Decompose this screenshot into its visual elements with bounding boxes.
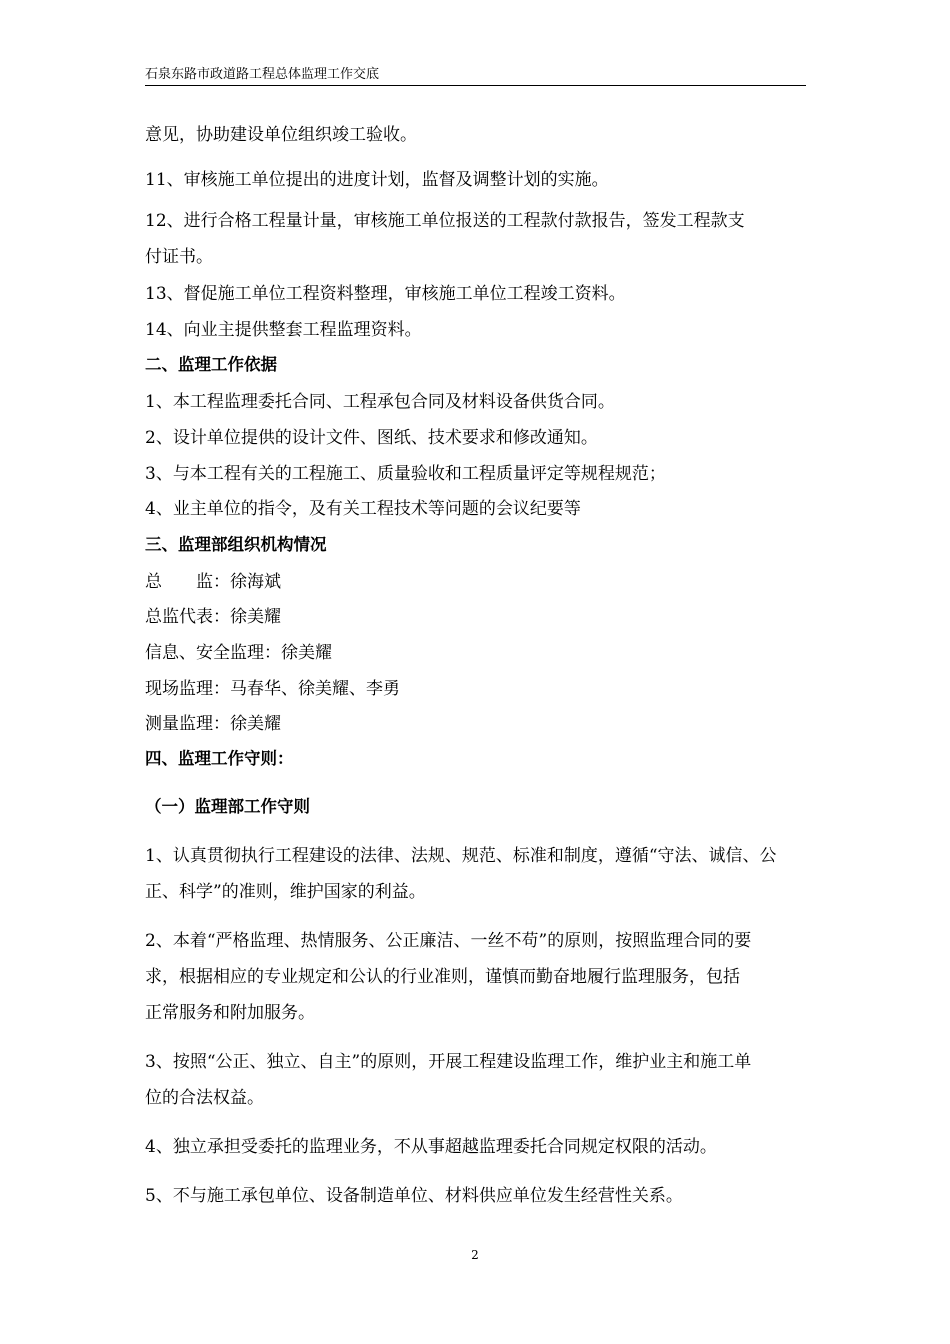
basis-item-2: 2、设计单位提供的设计文件、图纸、技术要求和修改通知。 (145, 428, 598, 448)
section-heading-rules: 四、监理工作守则： (145, 749, 294, 768)
rule-2-line-3: 正常服务和附加服务。 (145, 1003, 315, 1023)
section-heading-basis: 二、监理工作依据 (145, 355, 277, 374)
rule-5: 5、不与施工承包单位、设备制造单位、材料供应单位发生经营性关系。 (145, 1186, 683, 1206)
basis-item-1: 1、本工程监理委托合同、工程承包合同及材料设备供货合同。 (145, 392, 615, 412)
basis-item-3: 3、与本工程有关的工程施工、质量验收和工程质量评定等规程规范； (145, 464, 666, 484)
page-number: 2 (471, 1248, 479, 1262)
duty-item-14: 14、向业主提供整套工程监理资料。 (145, 320, 422, 340)
rule-3-line-2: 位的合法权益。 (145, 1088, 264, 1108)
rule-3-line-1: 3、按照“公正、独立、自主”的原则，开展工程建设监理工作，维护业主和施工单 (145, 1052, 752, 1072)
page-header (145, 66, 806, 86)
rule-2-line-2: 求，根据相应的专业规定和公认的行业准则，谨慎而勤奋地履行监理服务，包括 (145, 967, 740, 987)
duty-item-13: 13、督促施工单位工程资料整理，审核施工单位工程竣工资料。 (145, 284, 626, 304)
rule-1-line-1: 1、认真贯彻执行工程建设的法律、法规、规范、标准和制度，遵循“守法、诚信、公 (145, 846, 777, 866)
header-title: 石泉东路市政道路工程总体监理工作交底 (145, 67, 380, 82)
rule-2-line-1: 2、本着“严格监理、热情服务、公正廉洁、一丝不苟”的原则，按照监理合同的要 (145, 931, 752, 951)
duty-item-12-line-2: 付证书。 (145, 247, 213, 267)
rule-1-line-2: 正、科学”的准则，维护国家的利益。 (145, 882, 426, 902)
org-row-chief: 总 监：徐海斌 (145, 572, 281, 592)
org-row-deputy: 总监代表：徐美耀 (145, 607, 281, 627)
section-heading-org: 三、监理部组织机构情况 (145, 535, 327, 554)
duty-item-12-line-1: 12、进行合格工程量计量，审核施工单位报送的工程款付款报告，签发工程款支 (145, 211, 745, 231)
rule-4: 4、独立承担受委托的监理业务，不从事超越监理委托合同规定权限的活动。 (145, 1137, 717, 1157)
org-row-safety: 信息、安全监理：徐美耀 (145, 643, 332, 663)
paragraph-line: 意见，协助建设单位组织竣工验收。 (145, 125, 417, 145)
org-row-site: 现场监理：马春华、徐美耀、李勇 (145, 679, 400, 699)
org-row-survey: 测量监理：徐美耀 (145, 714, 281, 734)
subsection-heading-rules: （一）监理部工作守则 (145, 797, 310, 816)
basis-item-4: 4、业主单位的指令，及有关工程技术等问题的会议纪要等 (145, 499, 581, 519)
duty-item-11: 11、审核施工单位提出的进度计划，监督及调整计划的实施。 (145, 170, 609, 190)
